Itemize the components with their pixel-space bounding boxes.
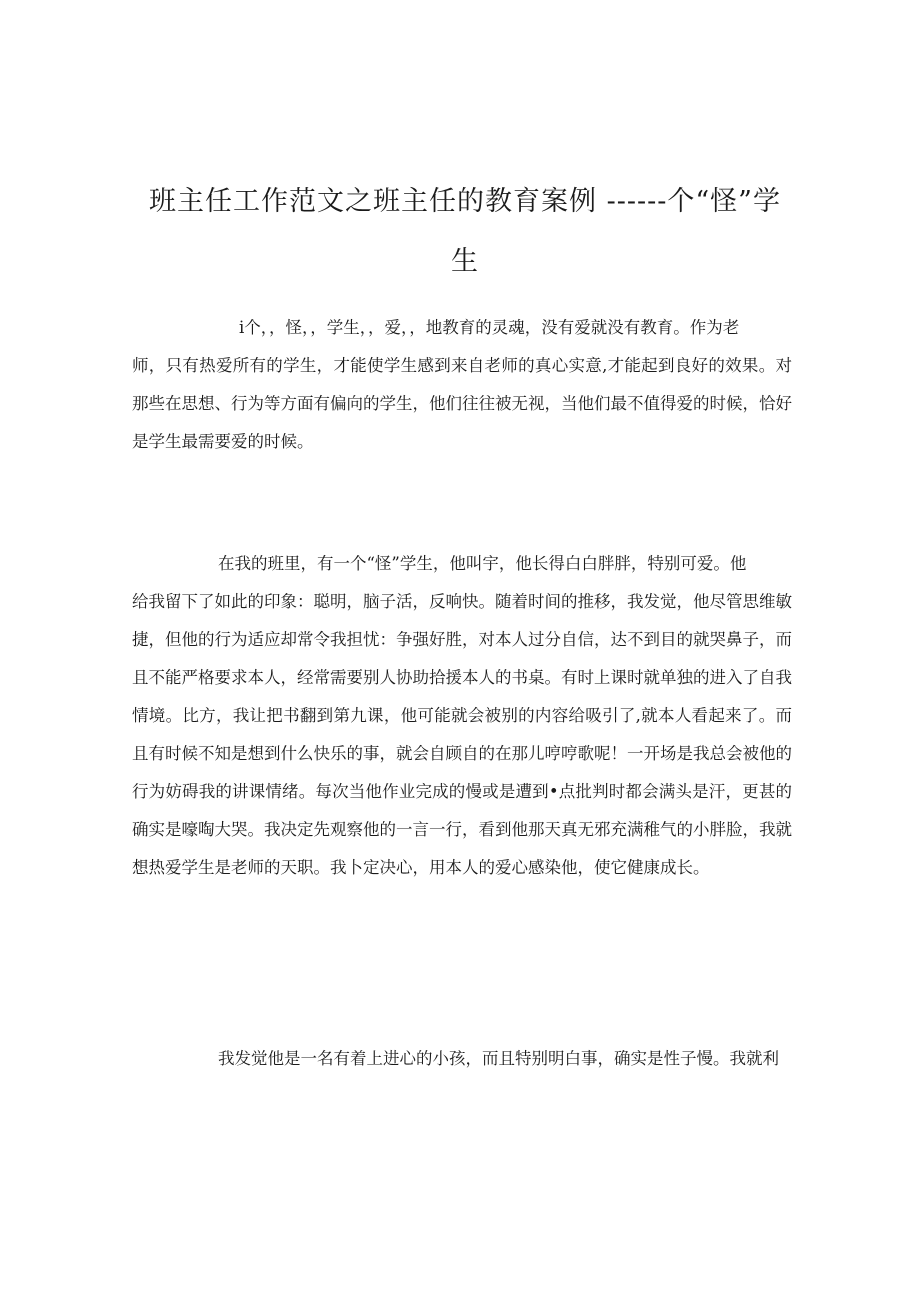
paragraph-2 [132, 545, 792, 887]
paragraph-3-first-line: 我发觉他是一名有着上进心的小孩，而且特别明白事，确实是性子慢。我就利 [218, 1049, 779, 1068]
paragraph-1 [132, 309, 792, 461]
title-line-1: 班主任工作范文之班主任的教育案例 ------个“怪”学 [149, 186, 781, 217]
document-title [125, 172, 805, 292]
paragraph-3 [132, 1040, 792, 1078]
title-line-2: 生 [451, 246, 479, 277]
paragraph-2-body: 给我留下了如此的印象：聪明，脑子活，反响快。随着时间的推移，我发觉，他尽管思维敏捷，但他的行为适应却常令我担忧：争强好胜，对本人过分自信，达不到目的就哭鼻子，而且不能严格要求本人，经常需要别人协助拾援本人的书桌。有时上课时就单独的进入了自我情境。比方，我让把书翻到第九课，他可能就会被别的内容给吸引了,就本人看起来了。而且有时候不知是想到什么快乐的事，就会自顾自的在那儿哼哼歌呢！一开场是我总会被他的行为妨碍我的讲课情绪。每次当他作业完成的慢或是遭到•点批判时都会满头是汗，更甚的确实是嚎啕大哭。我决定先观察他的一言一行，看到他那天真无邪充满稚气的小胖脸，我就想热爱学生是老师的天职。我卜定决心，用本人的爱心感染他，使它健康成长。 [132, 592, 792, 877]
paragraph-1-first-line: i个，，怪，，学生，，爱，，地教育的灵魂，没有爱就没有教育。作为老 [239, 318, 740, 337]
paragraph-2-first-line: 在我的班里，有一个“怪”学生，他叫宇，他长得白白胖胖，特别可爱。他 [218, 554, 747, 573]
paragraph-1-body: 师，只有热爱所有的学生，才能使学生感到来自老师的真心实意,才能起到良好的效果。对那些在思想、行为等方面有偏向的学生，他们往往被无视，当他们最不值得爱的时候，恰好是学生最需要爱的时候。 [132, 356, 792, 451]
